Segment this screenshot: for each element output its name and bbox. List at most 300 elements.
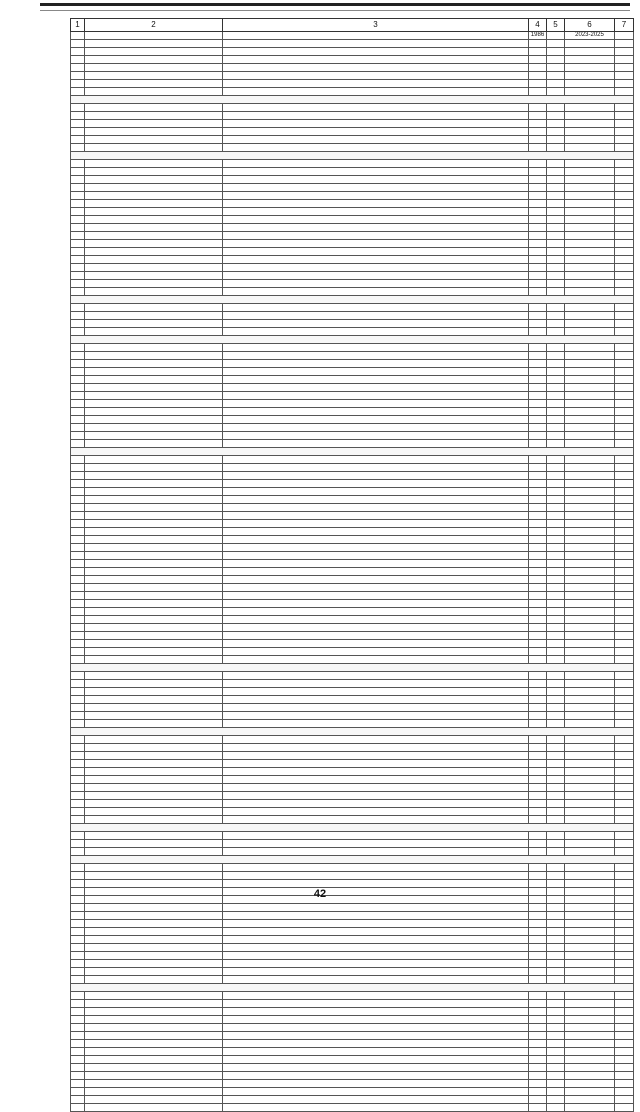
start-cell [547,736,565,744]
period-cell [565,248,615,256]
address-cell [85,1048,223,1056]
period-cell [565,352,615,360]
year-cell [529,464,547,472]
section-header-row [71,448,634,456]
address-cell [85,344,223,352]
table-row [71,760,634,768]
section-header-cell [71,448,634,456]
year-cell [529,648,547,656]
period-cell [565,760,615,768]
work-type-cell [223,192,529,200]
work-type-cell [223,744,529,752]
section-header-cell [71,824,634,832]
address-cell [85,1072,223,1080]
work-type-cell [223,312,529,320]
work-type-cell [223,1096,529,1104]
start-cell [547,800,565,808]
start-cell [547,280,565,288]
table-row [71,816,634,824]
row-number [71,528,85,536]
period-cell [565,392,615,400]
address-cell [85,1000,223,1008]
work-type-cell [223,456,529,464]
year-cell [529,216,547,224]
note-cell [615,656,634,664]
table-row [71,504,634,512]
note-cell [615,104,634,112]
note-cell [615,160,634,168]
period-cell [565,544,615,552]
note-cell [615,704,634,712]
row-number [71,184,85,192]
start-cell [547,720,565,728]
table-row [71,56,634,64]
note-cell [615,1048,634,1056]
work-type-cell [223,672,529,680]
address-cell [85,304,223,312]
note-cell [615,72,634,80]
address-cell [85,936,223,944]
work-type-cell [223,272,529,280]
address-cell [85,1088,223,1096]
year-cell [529,40,547,48]
table-row [71,528,634,536]
work-type-cell [223,968,529,976]
work-type-cell [223,568,529,576]
year-cell [529,264,547,272]
address-cell [85,640,223,648]
note-cell [615,488,634,496]
address-cell [85,392,223,400]
address-cell [85,72,223,80]
address-cell [85,976,223,984]
row-number [71,120,85,128]
period-cell [565,184,615,192]
note-cell [615,848,634,856]
table-row [71,184,634,192]
note-cell [615,1056,634,1064]
start-cell [547,832,565,840]
row-number [71,656,85,664]
header-cell: 6 [565,19,615,32]
work-type-cell [223,944,529,952]
row-number [71,1032,85,1040]
note-cell [615,1104,634,1112]
work-type-cell [223,624,529,632]
table-row [71,584,634,592]
note-cell [615,712,634,720]
table-row [71,176,634,184]
table-row [71,1032,634,1040]
work-type-cell [223,56,529,64]
row-number [71,560,85,568]
address-cell [85,680,223,688]
address-cell [85,288,223,296]
work-type-cell [223,872,529,880]
section-header-row [71,336,634,344]
work-type-cell [223,328,529,336]
year-cell [529,328,547,336]
table-row [71,128,634,136]
row-number [71,632,85,640]
note-cell [615,688,634,696]
address-cell [85,160,223,168]
note-cell [615,584,634,592]
period-cell [565,48,615,56]
year-cell [529,512,547,520]
address-cell [85,648,223,656]
note-cell [615,992,634,1000]
address-cell [85,704,223,712]
table-row [71,680,634,688]
note-cell [615,512,634,520]
period-cell [565,480,615,488]
row-number [71,920,85,928]
row-number [71,1040,85,1048]
address-cell [85,1096,223,1104]
work-type-cell [223,680,529,688]
note-cell [615,48,634,56]
year-cell [529,144,547,152]
row-number [71,488,85,496]
note-cell [615,968,634,976]
start-cell [547,752,565,760]
note-cell [615,768,634,776]
work-type-cell [223,832,529,840]
period-cell [565,816,615,824]
row-number [71,352,85,360]
work-type-cell [223,816,529,824]
year-cell [529,704,547,712]
address-cell [85,400,223,408]
table-row [71,944,634,952]
row-number [71,1096,85,1104]
start-cell [547,704,565,712]
start-cell [547,392,565,400]
work-type-cell [223,424,529,432]
work-type-cell [223,1024,529,1032]
row-number [71,912,85,920]
address-cell [85,464,223,472]
address-cell [85,736,223,744]
address-cell [85,368,223,376]
header-cell: 4 [529,19,547,32]
section-header-row [71,664,634,672]
address-cell [85,1040,223,1048]
address-cell [85,48,223,56]
note-cell [615,808,634,816]
period-cell [565,520,615,528]
start-cell [547,776,565,784]
work-type-cell [223,368,529,376]
work-type-cell [223,80,529,88]
address-cell [85,480,223,488]
address-cell [85,912,223,920]
year-cell [529,408,547,416]
work-type-cell [223,688,529,696]
work-type-cell [223,248,529,256]
period-cell [565,712,615,720]
row-number [71,88,85,96]
address-cell [85,536,223,544]
note-cell [615,608,634,616]
start-cell [547,48,565,56]
period-cell [565,552,615,560]
start-cell [547,1008,565,1016]
work-type-cell [223,480,529,488]
period-cell [565,232,615,240]
period-cell [565,960,615,968]
period-cell [565,256,615,264]
period-cell [565,368,615,376]
table-row [71,576,634,584]
work-type-cell [223,800,529,808]
table-row [71,496,634,504]
address-cell [85,240,223,248]
year-cell [529,568,547,576]
address-cell [85,872,223,880]
section-header-row [71,824,634,832]
section-header-cell [71,984,634,992]
note-cell [615,248,634,256]
note-cell [615,1096,634,1104]
start-cell [547,472,565,480]
address-cell [85,192,223,200]
period-cell [565,720,615,728]
address-cell [85,520,223,528]
row-number [71,408,85,416]
period-cell [565,616,615,624]
period-cell [565,1056,615,1064]
note-cell [615,232,634,240]
start-cell [547,248,565,256]
row-number [71,744,85,752]
note-cell [615,976,634,984]
period-cell [565,1008,615,1016]
year-cell [529,504,547,512]
start-cell [547,1032,565,1040]
year-cell [529,160,547,168]
note-cell [615,944,634,952]
period-cell [565,680,615,688]
start-cell [547,456,565,464]
table-row [71,464,634,472]
table-row [71,136,634,144]
year-cell [529,184,547,192]
row-number [71,512,85,520]
table-row [71,88,634,96]
address-cell [85,616,223,624]
start-cell [547,632,565,640]
work-type-cell [223,632,529,640]
year-cell [529,776,547,784]
work-type-cell [223,1032,529,1040]
row-number [71,176,85,184]
work-type-cell [223,344,529,352]
row-number [71,464,85,472]
note-cell [615,120,634,128]
note-cell [615,368,634,376]
table-row [71,272,634,280]
start-cell [547,360,565,368]
year-cell [529,632,547,640]
address-cell [85,472,223,480]
period-cell [565,608,615,616]
note-cell [615,184,634,192]
start-cell [547,640,565,648]
year-cell [529,872,547,880]
row-number [71,712,85,720]
table-row [71,560,634,568]
work-type-cell [223,200,529,208]
address-cell [85,136,223,144]
year-cell [529,672,547,680]
period-cell [565,928,615,936]
work-type-cell [223,160,529,168]
address-cell [85,312,223,320]
address-cell [85,744,223,752]
table-row [71,976,634,984]
note-cell [615,376,634,384]
year-cell [529,88,547,96]
period-cell [565,128,615,136]
note-cell [615,872,634,880]
note-cell [615,568,634,576]
year-cell [529,440,547,448]
address-cell [85,656,223,664]
table-row [71,800,634,808]
note-cell [615,840,634,848]
empty-cell [547,32,565,40]
table-row [71,648,634,656]
work-type-cell [223,280,529,288]
year-cell [529,48,547,56]
period-cell [565,784,615,792]
period-cell [565,624,615,632]
start-cell [547,576,565,584]
row-number [71,1000,85,1008]
note-cell [615,1000,634,1008]
period-cell [565,832,615,840]
table-row [71,264,634,272]
table-row [71,952,634,960]
address-cell [85,712,223,720]
start-cell [547,80,565,88]
table-row [71,992,634,1000]
note-cell [615,928,634,936]
work-type-cell [223,1072,529,1080]
work-type-cell [223,1048,529,1056]
period-cell [565,688,615,696]
table-row [71,216,634,224]
row-number [71,344,85,352]
period-cell [565,808,615,816]
work-type-cell [223,88,529,96]
note-cell [615,792,634,800]
start-cell [547,528,565,536]
period-cell [565,136,615,144]
work-type-cell [223,840,529,848]
table-row [71,792,634,800]
row-number [71,1088,85,1096]
table-row [71,672,634,680]
note-cell [615,816,634,824]
work-type-cell [223,1104,529,1112]
note-cell [615,752,634,760]
period-cell [565,1032,615,1040]
work-type-cell [223,120,529,128]
period-cell [565,160,615,168]
year-cell [529,120,547,128]
period-cell [565,264,615,272]
table-row [71,1080,634,1088]
period-cell [565,1048,615,1056]
work-type-cell [223,496,529,504]
address-cell [85,112,223,120]
period-cell [565,288,615,296]
start-cell [547,872,565,880]
work-type-cell [223,976,529,984]
start-cell [547,328,565,336]
start-cell [547,56,565,64]
period-cell [565,408,615,416]
start-cell [547,976,565,984]
year-cell [529,736,547,744]
row-number [71,536,85,544]
work-type-cell [223,264,529,272]
start-cell [547,432,565,440]
table-row [71,352,634,360]
address-cell [85,880,223,888]
year-cell [529,376,547,384]
start-cell [547,1056,565,1064]
work-type-cell [223,952,529,960]
address-cell [85,688,223,696]
work-type-cell [223,1040,529,1048]
work-type-cell [223,752,529,760]
row-number [71,976,85,984]
start-cell [547,1096,565,1104]
row-number [71,936,85,944]
address-cell [85,352,223,360]
start-cell [547,368,565,376]
work-type-cell [223,936,529,944]
header-cell: 1 [71,19,85,32]
address-cell [85,992,223,1000]
start-cell [547,768,565,776]
work-type-cell [223,288,529,296]
year-cell [529,688,547,696]
work-type-cell [223,520,529,528]
work-type-cell [223,432,529,440]
start-cell [547,536,565,544]
period-cell [565,528,615,536]
start-cell [547,840,565,848]
address-cell [85,608,223,616]
start-cell [547,688,565,696]
year-cell [529,560,547,568]
work-type-cell [223,1056,529,1064]
row-number [71,1080,85,1088]
start-cell [547,104,565,112]
address-cell [85,272,223,280]
work-type-cell [223,720,529,728]
note-cell [615,344,634,352]
period-cell [565,648,615,656]
address-cell [85,568,223,576]
table-row [71,408,634,416]
table-row [71,872,634,880]
